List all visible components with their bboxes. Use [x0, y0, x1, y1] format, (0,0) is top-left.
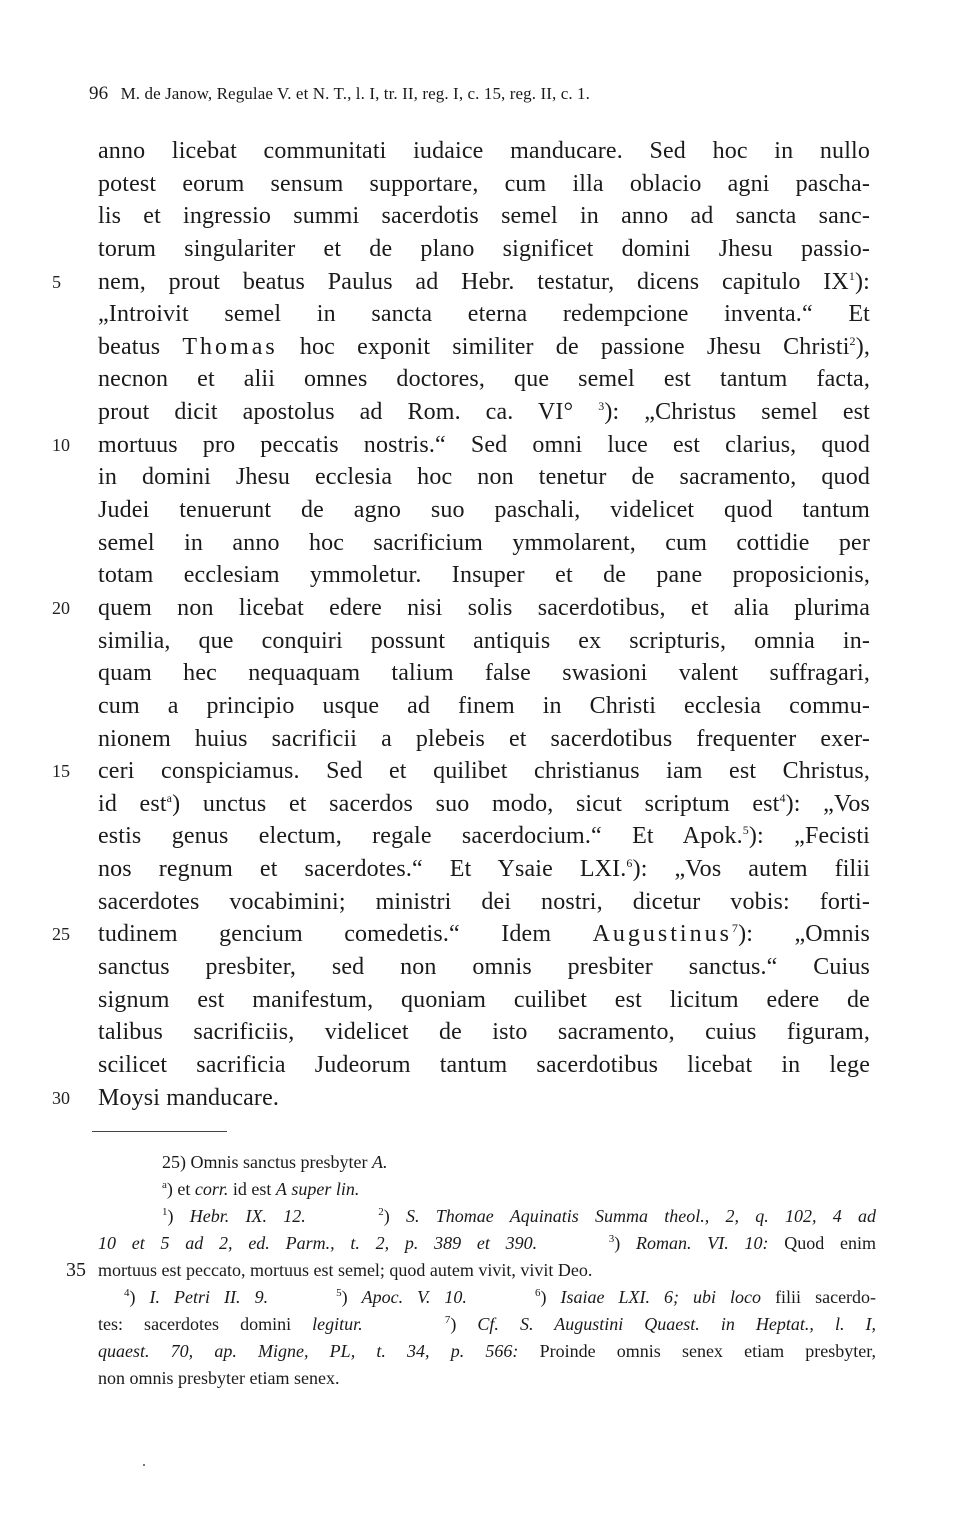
text-line: nionem huius sacrificii a plebeis et sacerdotibus frequenter exer-: [98, 725, 870, 752]
text-line: „Introivit semel in sancta eterna redempcione inventa.“ Et: [98, 301, 870, 328]
footnote-2-3: 10 et 5 ad 2, ed. Parm., t. 2, p. 389 et 390. $^3$) Roman. VI. 10: Quod enim: [98, 1233, 876, 1253]
text-line: anno licebat communitati iudaice manducare. Sed hoc in nullo: [98, 138, 870, 164]
line-number: 15: [52, 761, 70, 782]
running-title: M. de Janow, Regulae V. et N. T., l. I, tr. II, reg. I, c. 15, reg. II, c. 1.: [120, 84, 590, 103]
text-line: signum est manifestum, quoniam cuilibet est licitum edere de: [98, 986, 870, 1013]
footnote-6-7: tes: sacerdotes domini legitur. $^7$) Cf. S. Augustini Quaest. in Heptat., l. I,: [98, 1314, 877, 1334]
text-line: similia, que conquiri possunt antiquis ex scripturis, omnia in-: [98, 627, 870, 654]
text-line: quam hec nequaquam talium false swasioni valent suffragari,: [98, 660, 870, 687]
text-line: 10 mortuus pro peccatis nostris.“ Sed omni luce est clarius, quod: [98, 429, 870, 462]
text-line: id est$^a$) unctus et sacerdos suo modo, sicut scriptum est$^4$): „Vos: [98, 790, 870, 817]
line-number: 20: [52, 597, 70, 618]
main-text: [52, 135, 871, 1114]
text-line: 30 Moysi manducare.: [98, 1082, 870, 1115]
page-number: 96: [89, 83, 109, 104]
speck: [143, 1464, 145, 1466]
text-line: sacerdotes vocabimini; ministri dei nostri, dicetur vobis: forti-: [98, 888, 870, 915]
text-line: 15 ceri conspiciamus. Sed et quilibet christianus iam est Christus,: [98, 755, 870, 788]
line-number: 5: [52, 271, 61, 292]
text-line: necnon et alii omnes doctores, que semel est tantum facta,: [98, 366, 870, 393]
line-number: 25: [52, 924, 70, 945]
footnote-3-cont: 35 mortuus est peccato, mortuus est semel; quod autem vivit, vivit Deo.: [98, 1257, 876, 1284]
footnote-1-2: $^1$) Hebr. IX. 12. $^2$) S. Thomae Aquinatis Summa theol., 2, q. 102, 4 ad: [162, 1206, 876, 1226]
footnote-4-5-6: $^4$) I. Petri II. 9. $^5$) Apoc. V. 10. $^6$) Isaiae LXI. 6; ubi loco filii sacerdo-: [124, 1287, 877, 1307]
text-line: sanctus presbiter, sed non omnis presbiter sanctus.“ Cuius: [98, 954, 870, 981]
running-header: [89, 83, 590, 105]
text-line: in domini Jhesu ecclesia hoc non tenetur de sacramento, quod: [98, 464, 870, 491]
footnote-variant-a: $^a$) et corr. id est A super lin.: [162, 1179, 360, 1199]
text-line: talibus sacrificiis, videlicet de isto sacramento, cuius figuram,: [98, 1019, 870, 1046]
text-line: 5 nem, prout beatus Paulus ad Hebr. testatur, dicens capitulo $IX^1$):: [98, 266, 870, 299]
text-line: estis genus electum, regale sacerdocium.“ Et Apok.$^5$): „Fecisti: [98, 823, 870, 850]
text-line: totam ecclesiam ymmoletur. Insuper et de pane proposicionis,: [98, 562, 870, 589]
line-number: 30: [52, 1087, 70, 1108]
footnote-divider: [92, 1131, 227, 1132]
text-line: beatus Thomas hoc exponit similiter de passione Jhesu Christi$^2$),: [98, 333, 870, 360]
footnotes: [66, 1149, 877, 1392]
footnote-7-end: non omnis presbyter etiam senex.: [98, 1368, 340, 1388]
text-line: torum singulariter et de plano significet domini Jhesu passio-: [98, 235, 870, 262]
text-line: scilicet sacrificia Judeorum tantum sacerdotibus licebat in lege: [98, 1051, 870, 1078]
text-line: 25 tudinem gencium comedetis.“ Idem Augustinus$^7$): „Omnis: [98, 918, 870, 951]
line-number: 10: [52, 434, 70, 455]
text-line: prout dicit apostolus ad Rom. ca. VI° $^3$): „Christus semel est: [98, 399, 870, 426]
text-line: cum a principio usque ad finem in Christi ecclesia commu-: [98, 692, 870, 719]
text-line: nos regnum et sacerdotes.“ Et Ysaie LXI.$^6$): „Vos autem filii: [98, 856, 871, 883]
text-line: lis et ingressio summi sacerdotis semel in anno ad sancta sanc-: [98, 203, 870, 230]
line-number: 35: [66, 1259, 86, 1281]
text-line: Judei tenuerunt de agno suo paschali, videlicet quod tantum: [98, 497, 870, 524]
text-line: 20 quem non licebat edere nisi solis sacerdotibus, et alia plurima: [98, 592, 870, 625]
text-line: potest eorum sensum supportare, cum illa oblacio agni pascha-: [98, 170, 870, 197]
footnote-variant-25: 25) Omnis sanctus presbyter A.: [162, 1152, 388, 1172]
text-line: semel in anno hoc sacrificium ymmolarent, cum cottidie per: [98, 529, 870, 556]
footnote-7-cont: quaest. 70, ap. Migne, PL, t. 34, p. 566: Proinde omnis senex etiam presbyter,: [98, 1341, 877, 1361]
